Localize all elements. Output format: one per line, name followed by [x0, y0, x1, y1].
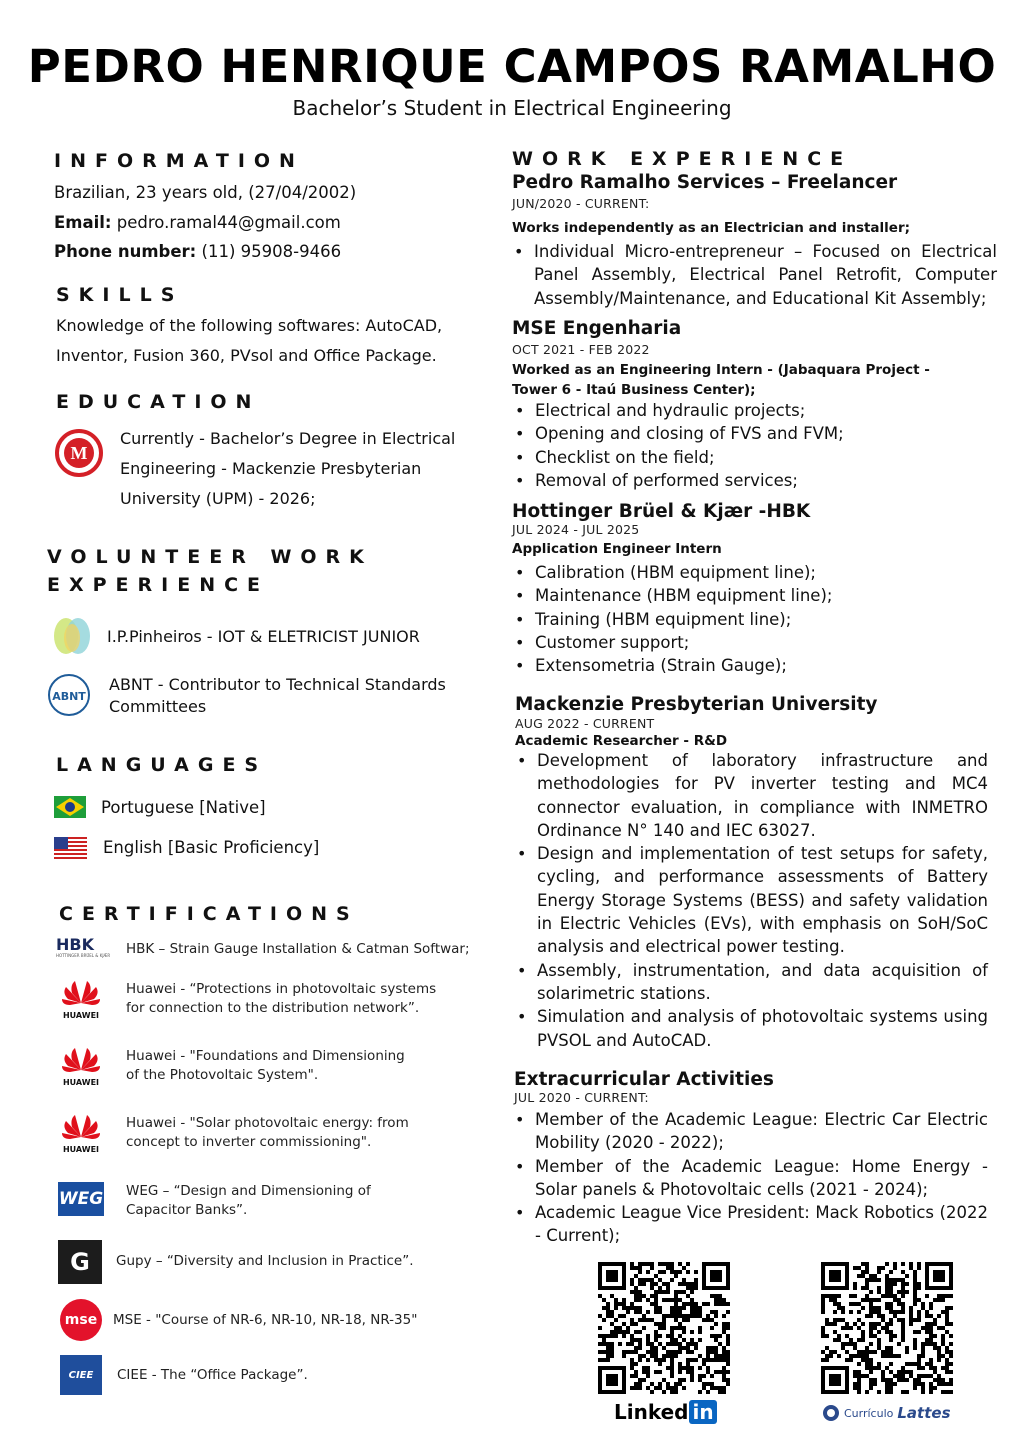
resume-name: PEDRO HENRIQUE CAMPOS RAMALHO: [27, 40, 997, 93]
skills-text: [56, 311, 442, 371]
info-phone: [54, 242, 341, 261]
volunteer-heading-line-2: EXPERIENCE: [47, 574, 270, 596]
linkedin-qr-code[interactable]: [598, 1262, 730, 1394]
job-2-position: [512, 360, 930, 400]
svg-text:HUAWEI: HUAWEI: [62, 1145, 100, 1154]
extracurricular-date: JUL 2020 - CURRENT:: [514, 1090, 649, 1105]
cert-huawei-protections: [126, 980, 436, 1018]
volunteer-item-ip-pinheiros: I.P.Pinheiros - IOT & ELETRICIST JUNIOR: [107, 627, 420, 646]
abnt-logo: [47, 673, 91, 717]
mse-logo: mse: [60, 1299, 102, 1341]
list-item: • Member of the Academic League: Electric Car Electric Mobility (2020 - 2022);: [513, 1108, 988, 1155]
lattes-label-prefix: Currículo: [844, 1406, 894, 1420]
cert-huawei-protections-line-2: for connection to the distribution network”.: [126, 1000, 420, 1016]
list-item: • Development of laboratory infrastructure and methodologies for PV inverter testing and MC4 connector evaluation, in compliance with INMETRO Ordinance N° 140 and IEC 63027.: [515, 749, 988, 842]
mackenzie-logo: [54, 428, 104, 478]
job-1-position: Works independently as an Electrician and installer;: [512, 220, 911, 236]
job-2-bullets: [513, 399, 997, 492]
job-2-company: MSE Engenharia: [512, 318, 682, 339]
job-4-company: Mackenzie Presbyterian University: [515, 694, 878, 715]
volunteer-heading: [47, 543, 373, 599]
huawei-logo-2: [58, 1042, 104, 1088]
cert-huawei-foundations-line-2: of the Photovoltaic System".: [126, 1067, 319, 1083]
skills-line-1: Knowledge of the following softwares: AutoCAD,: [56, 316, 443, 335]
cert-huawei-solar-line-1: Huawei - "Solar photovoltaic energy: from: [126, 1115, 409, 1131]
job-3-position: Application Engineer Intern: [512, 541, 722, 557]
certifications-heading: CERTIFICATIONS: [59, 903, 359, 925]
hbk-logo: HBK HOTTINGER BRÜEL & KJÆR: [56, 935, 111, 958]
cert-huawei-solar: [126, 1114, 409, 1152]
list-item: • Electrical and hydraulic projects;: [513, 399, 997, 422]
email-value[interactable]: pedro.ramal44@gmail.com: [116, 213, 341, 232]
list-item: • Academic League Vice President: Mack Robotics (2022 - Current);: [513, 1201, 988, 1248]
cert-huawei-foundations: [126, 1047, 405, 1085]
huawei-logo-3: [58, 1109, 104, 1155]
job-1-company: Pedro Ramalho Services – Freelancer: [512, 172, 898, 193]
education-line-2: Engineering - Mackenzie Presbyterian: [120, 459, 422, 478]
list-item: • Assembly, instrumentation, and data acquisition of solarimetric stations.: [515, 959, 988, 1006]
cert-mse: MSE - "Course of NR-6, NR-10, NR-18, NR-35": [113, 1312, 418, 1328]
job-3-date: JUL 2024 - JUL 2025: [512, 522, 640, 537]
skills-heading: SKILLS: [56, 284, 184, 306]
job-1-bullets: [512, 240, 997, 310]
skills-line-2: Inventor, Fusion 360, PVsol and Office Package.: [56, 346, 437, 365]
job-2-date: OCT 2021 - FEB 2022: [512, 342, 650, 357]
language-english: English [Basic Proficiency]: [103, 838, 320, 857]
cert-hbk: HBK – Strain Gauge Installation & Catman Softwar;: [126, 941, 470, 957]
list-item: • Opening and closing of FVS and FVM;: [513, 422, 997, 445]
job-4-position: Academic Researcher - R&D: [515, 733, 728, 749]
job-4-date: AUG 2022 - CURRENT: [515, 716, 655, 731]
svg-text:HUAWEI: HUAWEI: [62, 1078, 100, 1087]
lattes-label[interactable]: [822, 1404, 951, 1422]
job-3-company: Hottinger Brüel & Kjær -HBK: [512, 501, 811, 522]
resume-subtitle: Bachelor’s Student in Electrical Engineering: [292, 96, 732, 120]
job-1-date: JUN/2020 - CURRENT:: [512, 196, 650, 211]
list-item: • Extensometria (Strain Gauge);: [513, 654, 997, 677]
list-item: • Checklist on the field;: [513, 446, 997, 469]
job-4-bullets: [515, 749, 988, 1052]
list-item: • Maintenance (HBM equipment line);: [513, 584, 997, 607]
job-2-position-line-1: Worked as an Engineering Intern - (Jabaquara Project -: [512, 362, 930, 378]
list-item: • Individual Micro-entrepreneur – Focused on Electrical Panel Assembly, Electrical Panel Retrofit, Computer Assembly/Maintenance, and Educational Kit Assembly;: [512, 240, 997, 310]
education-text: [120, 424, 455, 514]
list-item: • Customer support;: [513, 631, 997, 654]
work-experience-heading: WORK EXPERIENCE: [512, 148, 853, 170]
cert-weg: [126, 1182, 371, 1220]
cert-huawei-protections-line-1: Huawei - “Protections in photovoltaic systems: [126, 981, 437, 997]
lattes-qr-code[interactable]: [821, 1262, 953, 1394]
extracurricular-heading: Extracurricular Activities: [514, 1069, 774, 1090]
language-portuguese: Portuguese [Native]: [101, 798, 266, 817]
list-item: • Calibration (HBM equipment line);: [513, 561, 997, 584]
education-line-3: University (UPM) - 2026;: [120, 489, 316, 508]
list-item: • Member of the Academic League: Home Energy - Solar panels & Photovoltaic cells (2021 - 2024);: [513, 1155, 988, 1202]
ip-pinheiros-logo: [50, 614, 94, 658]
linkedin-in-icon: in: [689, 1400, 716, 1424]
cert-ciee: CIEE - The “Office Package”.: [117, 1367, 308, 1383]
usa-flag-icon: [54, 837, 87, 859]
phone-value: (11) 95908-9466: [201, 242, 342, 261]
svg-text:ABNT: ABNT: [52, 690, 86, 703]
extracurricular-bullets: [513, 1108, 988, 1248]
abnt-line-1: ABNT - Contributor to Technical Standards: [109, 675, 446, 694]
phone-label: Phone number:: [54, 242, 197, 261]
list-item: • Design and implementation of test setups for safety, cycling, and performance assessments of Battery Energy Storage Systems (BESS) and safety validation in Electric Vehicles (EVs), with emphasis on SoH/SoC analysis and electrical power testing.: [515, 842, 988, 958]
list-item: • Removal of performed services;: [513, 469, 997, 492]
brazil-flag-icon: [54, 796, 86, 818]
ciee-logo: CIEE: [60, 1355, 102, 1395]
job-2-position-line-2: Tower 6 - Itaú Business Center);: [512, 382, 756, 398]
information-heading: INFORMATION: [54, 150, 304, 172]
list-item: • Simulation and analysis of photovoltaic systems using PVSOL and AutoCAD.: [515, 1005, 988, 1052]
info-email: [54, 213, 341, 232]
cert-gupy: Gupy – “Diversity and Inclusion in Practice”.: [116, 1253, 414, 1269]
svg-text:M: M: [70, 443, 88, 463]
linkedin-label[interactable]: [614, 1400, 717, 1424]
languages-heading: LANGUAGES: [56, 754, 268, 776]
lattes-label-main: Lattes: [897, 1404, 951, 1422]
abnt-line-2: Committees: [109, 697, 207, 716]
email-label: Email:: [54, 213, 112, 232]
volunteer-heading-line-1: VOLUNTEER WORK: [47, 546, 373, 568]
info-nationality-age: Brazilian, 23 years old, (27/04/2002): [54, 183, 357, 202]
svg-text:HUAWEI: HUAWEI: [62, 1011, 100, 1020]
cert-huawei-solar-line-2: concept to inverter commissioning".: [126, 1134, 372, 1150]
cert-weg-line-2: Capacitor Banks”.: [126, 1202, 248, 1218]
linkedin-label-text: Linked: [614, 1400, 689, 1424]
volunteer-item-abnt: [109, 674, 446, 718]
huawei-logo-1: [58, 975, 104, 1021]
cert-huawei-foundations-line-1: Huawei - "Foundations and Dimensioning: [126, 1048, 405, 1064]
lattes-icon: [822, 1404, 840, 1422]
list-item: • Training (HBM equipment line);: [513, 608, 997, 631]
job-3-bullets: [513, 561, 997, 677]
education-line-1: Currently - Bachelor’s Degree in Electrical: [120, 429, 456, 448]
gupy-logo: G: [58, 1240, 102, 1284]
weg-logo: WEG: [58, 1182, 104, 1216]
cert-weg-line-1: WEG – “Design and Dimensioning of: [126, 1183, 371, 1199]
education-heading: EDUCATION: [56, 391, 261, 413]
